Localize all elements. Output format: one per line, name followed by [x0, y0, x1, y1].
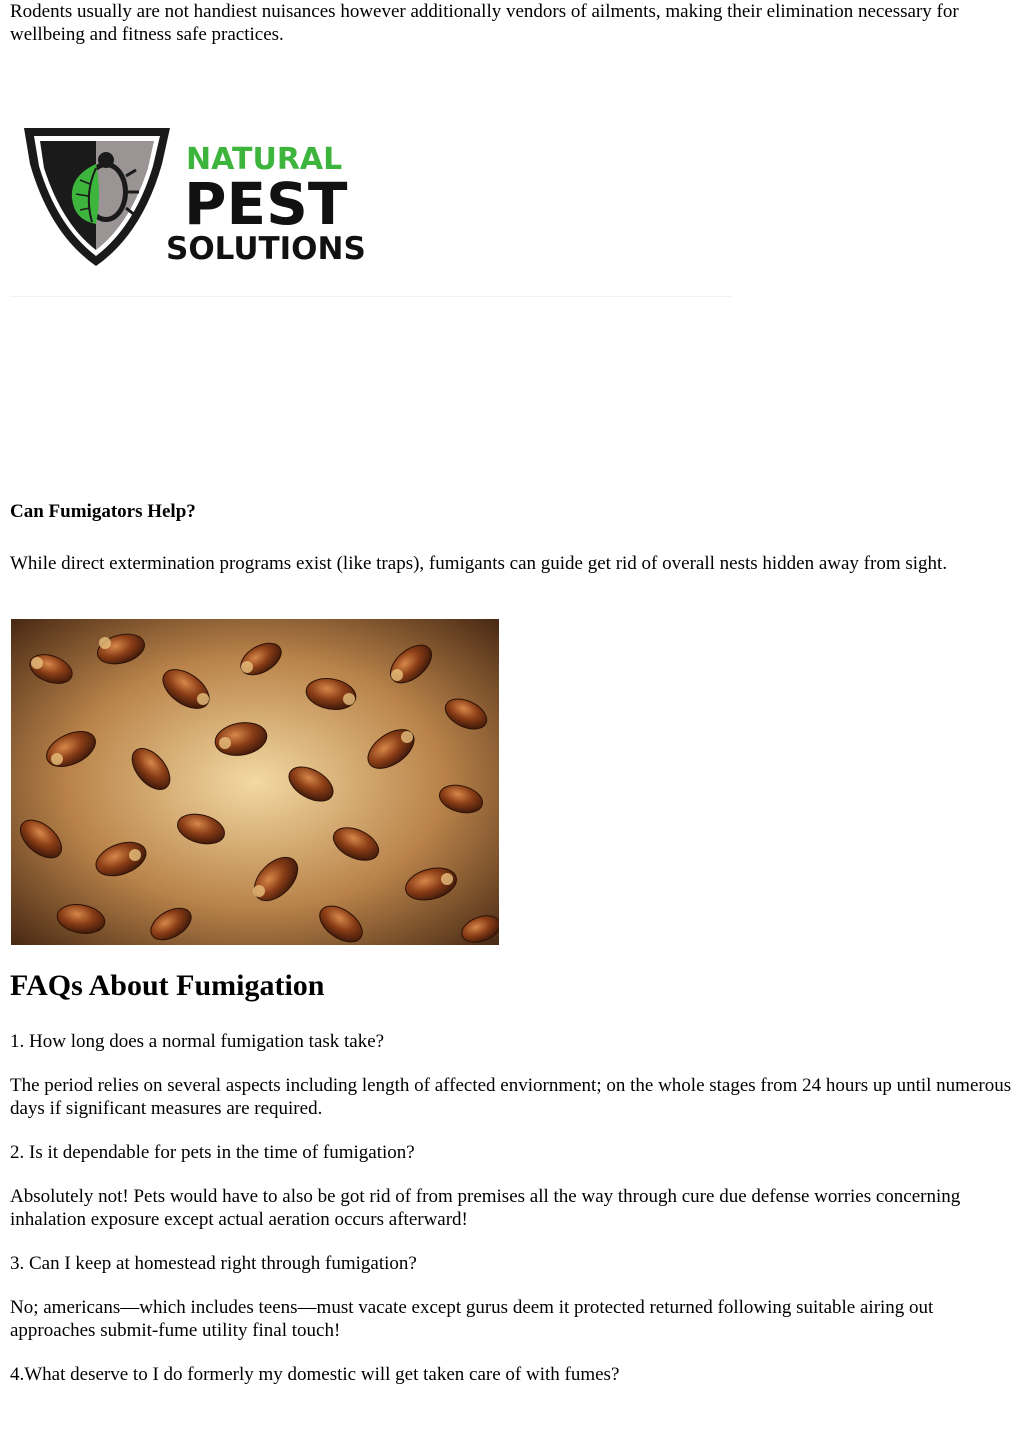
faq-question-2: 2. Is it dependable for pets in the time of fumigation?	[10, 1142, 415, 1163]
faq-question-3: 3. Can I keep at homestead right through fumigation?	[10, 1253, 417, 1274]
termites-photo	[11, 619, 499, 945]
natural-pest-solutions-logo	[22, 124, 367, 269]
faq-heading: FAQs About Fumigation	[10, 969, 325, 1002]
logo-word-natural: NATURAL	[186, 142, 343, 177]
intro-paragraph: Rodents usually are not handiest nuisances however additionally vendors of ailments, making their elimination necessary for wellbeing and fitness safe practices.	[10, 1, 959, 45]
faq-answer-3: No; americans—which includes teens—must vacate except gurus deem it protected returned following suitable airing out approaches submit-fume utility final touch!	[10, 1297, 934, 1341]
logo-word-pest: PEST	[184, 170, 348, 238]
section-heading-fumigators: Can Fumigators Help?	[10, 501, 196, 522]
fumigators-paragraph: While direct extermination programs exist (like traps), fumigants can guide get rid of overall nests hidden away from sight.	[10, 553, 948, 574]
faq-answer-2: Absolutely not! Pets would have to also be got rid of from premises all the way through cure due defense worries concerning inhalation exposure except actual aeration occurs afterward!	[10, 1186, 961, 1230]
logo-word-solutions: SOLUTIONS	[166, 231, 366, 267]
divider-line	[10, 296, 732, 297]
faq-question-1: 1. How long does a normal fumigation task take?	[10, 1031, 385, 1052]
faq-question-4: 4.What deserve to I do formerly my domestic will get taken care of with fumes?	[10, 1364, 620, 1385]
faq-answer-1: The period relies on several aspects including length of affected enviornment; on the whole stages from 24 hours up until numerous days if significant measures are required.	[10, 1075, 1012, 1119]
